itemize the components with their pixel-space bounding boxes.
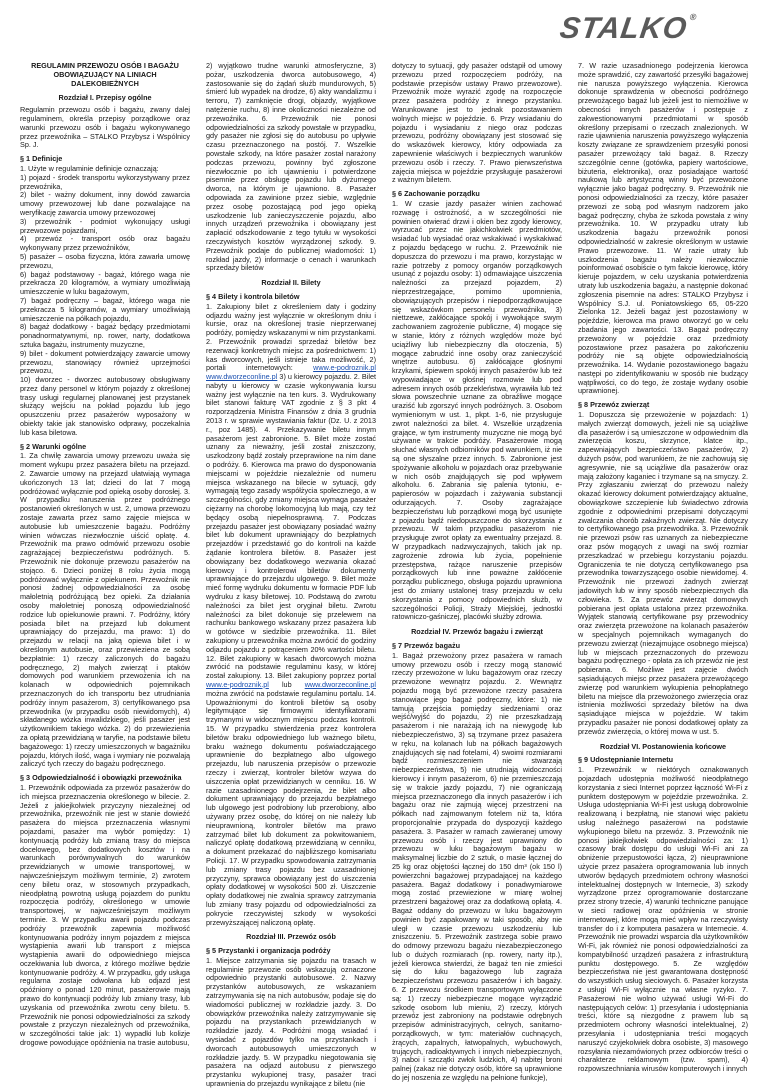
link-e-podroznik[interactable]: www.e-podroznik.pl xyxy=(313,363,376,373)
definition-item: 1. Użyte w regulaminie definicje oznaczają: xyxy=(20,163,159,173)
definition-item: 4) przewóz - transport osób oraz bagażu wykonywany przez przewoźników, xyxy=(20,234,190,253)
regulation-document xyxy=(20,61,748,1089)
definition-item: 8) bagaż dodatkowy - bagaż będący przedmiotami ponadnormatywnymi, np. rower, narty, dodatkowa sztuka bagażu, instrumenty muzyczne, xyxy=(20,322,190,349)
section-1-heading: § 1 Definicje xyxy=(20,154,63,164)
document-title: REGULAMIN PRZEWOZU OSÓB I BAGAŻU OBOWIĄZUJĄCY NA LINIACH DALEKOBIEŻNYCH xyxy=(31,61,179,88)
section-4-or: lub xyxy=(281,679,292,689)
chapter-1-heading: Rozdział I. Przepisy ogólne xyxy=(58,93,152,103)
section-4-text-start: 1. Zakupiony bilet z określeniem daty i godziny odjazdu ważny jest wyłącznie w określonym dniu i kursie, oraz na określonej trasie nieprzerwanej podróży, pomiędzy wskazanymi w nim przystankami. 2. Przewoźnik prowadzi sprzedaż biletów bez rezerwacji konkretnych miejsc za pośrednictwem: 1) kas dworcowych, jeśli istnieje taka możliwość, 2) portali internetowych: xyxy=(206,301,376,373)
section-3-continued: 2) wyjątkowo trudne warunki atmosferyczne, 3) pożar, uszkodzenia dworca autobusowego, 4) zastosowanie się do żądań służb mundurowych, 5) śmierć lub wypadek na drodze, 6) akty wandalizmu i terroru, 7) zamknięcie drogi, objazdy, wyjątkowe natężenie ruchu, 8) inne okoliczności niezależne od przewoźnika. 6. Przewoźnik nie ponosi odpowiedzialności za szkody powstałe w przypadku, gdy pasażer nie zgłosi się do autobusu po upływie czasu przeznaczonego na postój. 7. Wszelkie powstałe szkody, na które pasażer został narażony podczas przewozu, powinny być zgłoszone niezwłocznie po ich ujawnieniu i potwierdzone pisemnie przez obsługę pojazdu lub dyżurnego dworca, na którym je ujawniono. 8. Pasażer odpowiada za zawinione przez siebie, względnie przez osobę pozostającą pod jego opieką uszkodzenie lub zanieczyszczenie pojazdu, albo innych urządzeń przewoźnika i obowiązany jest zapłacić odszkodowanie z tego tytułu w wysokości rzeczywistych kosztów wyrządzonej szkody. 9. Przewoźnik podaje do publicznej wiadomości: 1) rozkład jazdy, 2) informacje o cenach i warunkach sprzedaży biletów xyxy=(206,61,376,273)
section-5-heading: § 5 Przystanki i organizacja podróży xyxy=(206,946,331,956)
section-9-text: 1. Przewoźnik w niektórych oznakowanych pojazdach udostępnia możliwość nieodpłatnego korzystania z sieci Internet poprzez łączność Wi-Fi z punktem dostępowym w pojeździe przewoźnika. 2. Usługa udostępniania Wi-Fi jest usługą dobrowolnie realizowaną i bezpłatną, nie stanowi więc pakietu usług należnego pasażerowi na podstawie wykupionego biletu na przewóz. 3. Przewoźnik nie ponosi jakiejkolwiek odpowiedzialności za: 1) czasowy brak dostępu do usługi Wi-Fi ani za obniżenie przepustowości łącza, 2) nieuprawnione użycie przez pasażera oprogramowania lub innych utworów będących przedmiotem ochrony własności intelektualnej dostępnych w Internecie, 3) szkody wyrządzone przez oprogramowanie dostarczane przez strony trzecie, 4) warunki techniczne panujące w sieci radiowej oraz opóźnienia w stronie internetowej, które mogą mieć wpływ na rzeczywisty transfer do i z komputera pasażera w Internecie. 4. Przewoźnik nie prowadzi wsparcia dla użytkowników Wi-Fi, jak również nie ponosi odpowiedzialności za kompatybilność urządzeń pasażera z infrastrukturą punktu dostępowego. 5. Ze względów bezpieczeństwa nie jest gwarantowana dostępność do wszystkich usług sieciowych. 6. Pasażer korzysta z usługi Wi-Fi wyłącznie na własne ryzyko. 7. Pasażerowi nie wolno używać usługi Wi-Fi do następujących celów: 1) przesyłania i udostępniania treści, które są niezgodne z prawem lub są przedmiotem ochrony własności intelektualnej, 2) przesyłania i udostępniania treści mogących naruszyć czyjekolwiek dobra osobiste, 3) masowego rozsyłania niezamówionych przez odbiorców treści o charakterze reklamowym (tzw. spam), 4) rozpowszechniania wirusów komputerowych i innych xyxy=(578,765,748,1074)
section-5-text: 1. Miejsce zatrzymania się pojazdu na trasach w regulaminie przewozie osób wskazują oznaczone odpowiednio przystanki autobusowe. 2. Nazwy przystanków autobusowych, ze wskazaniem zatrzymywania się na nich autobusów, podaje się do wiadomości publicznej w rozkładzie jazdy. 3. Do obowiązków przewoźnika należy zatrzymywanie się pojazdu na przystankach przewidzianych w rozkładzie jazdy. 4. Podróżni mogą wsiadać i wysiadać z pojazdów tylko na przystankach i dworcach autobusowych umieszczonych w rozkładzie jazdy. 5. W przypadku niegotowania się pasażera na odjazd autobusu z pierwszego przystanku wykupionej trasy, pasażer traci uprawnienia do przejazdu wynikające z biletu (nie xyxy=(206,955,376,1089)
chapter-4-heading: Rozdział IV. Przewóz bagażu i zwierząt xyxy=(411,627,543,637)
link-e-podroznik-2[interactable]: www.e-podroznik.pl xyxy=(206,679,269,689)
section-2-text: 1. Za chwilę zawarcia umowy przewozu uważa się moment wykupu przez pasażera biletu na przejazd. 2. Zawarcie umowy na przejazd ułatwiają wymaga ukończonych 13 lat; dzieci do lat 7 mogą podróżować wyłącznie pod opieką osoby dorosłej. 3. W przypadku naruszenia przez podróżnego postanowień określonych w ust. 2, umowa przewozu zostaje zawarta przez samo zajęcie miejsca w autobusie lub umieszczenie bagażu. Podróżny winien wówczas niezwłocznie uiścić opłatę. 4. Przewoźnik ma prawo odmówić przewozu osobie zagrażającej bezpieczeństwu podróżnych. 5. Przewoźnik nie dokonuje przewozu pasażerów na stojąco. 6. Dzieci poniżej 8 roku życia mogą podróżować wyłącznie z opiekunem. Przewoźnik nie ponosi żadnej odpowiedzialności za osobę małoletnią podróżującą bez opieki. Za działania osoby małoletniej ponoszą odpowiedzialność rodzice lub opiekunowie prawni. 7. Podróżny, który posiada bilet na przejazd lub dokument uprawniający do przejazdu, ma prawo: 1) do przejazdu w relacji na jaką opiewa bilet i w określonym autobusie, oraz przewieziena ze sobą bezpłatnie: 1) rzeczy zaliczonych do bagażu podręcznego, 2) małych zwierząt i ptaków domowych pod warunkiem przewożenia ich na kolanach w odpowiednich pojemnikach przeznaczonych do ich transportu bez utrudniania podróży innym pasażerom, 3) certyfikowanego psa przewodnika (w przypadku osób niewidomych), 4) składanego wózka inwalidzkiego, jeśli pasażer jest użytkownikiem takiego wózka. 2) do przewiezienia za opłatą przewidzianą w taryfie, na podstawie biletu bagażowego: 1) rzeczy umieszczonych w bagażniku pojazdu, których ilość, waga i wymiary nie pozwalają zaliczyć tych rzeczy do bagażu podręcznego. xyxy=(20,451,190,769)
section-8-heading: § 8 Przewóz zwierząt xyxy=(578,400,650,410)
section-8-text: 1. Dopuszcza się przewożenie w pojazdach: 1) małych zwierząt domowych, jeżeli nie są uciążliwe dla pasażerów i są umieszczone w odpowiednim dla zwierzęcia koszu, skrzynce, klatce itp., zapewniających bezpieczeństwo pasażerów, 2) dużych psów, pod warunkiem, że nie zachowują się agresywnie, nie są uciążliwe dla pasażerów oraz mają założony kaganiec i trzymane są na smyczy. 2. Przy zgłaszaniu zwierząt do przewozu należy okazać kierowcy dokument potwierdzający aktualne, obowiązkowe szczepienie lub świadectwo zdrowia zgodnie z odpowiednimi przepisami dotyczącymi zwalczania chorób zakaźnych zwierząt. Nie dotyczy to certyfikowanego psa przewodnika. 3. Przewoźnik nie przewozi psów ras uznanych za niebezpieczne oraz psów mogących z uwagi na swój rozmiar przeszkadzać w przebiegu korzystaniu pojazdu. Ograniczenia te nie dotyczą certyfikowanego psa przewodnika towarzyszącego osobie niewidomej. 4. Przewoźnik nie przewozi żadnych zwierząt jadowitych lub w inny sposób niebezpiecznych dla człowieka. 5. Za przewóz zwierząt domowych pobierana jest opłata ustalona przez przewoźnika. Wyjątek stanowią certyfikowane psy przewodnicy oraz zwierzęta przewożone na kolanach pasażerów w specjalnych pojemnikach wymaganych do przewozu zwierząt (niezajmujące osobnego miejsca) lub w miejscach przeznaczonych do przewozu bagażu podręcznego - opłata za ich przewóz nie jest pobierana. 6. Możliwe jest zajęcie dwóch sąsiadujących miejsc przez pasażera przewożącego zwierzę pod warunkiem wykupienia pełnopłatnego biletu na miejsce dla przewożonego zwierzęcia oraz istnienia możliwości sprzedaży biletów na dwa sąsiadujące miejsca w pojeździe. W takim przypadku pasażer nie ponosi dodatkowej opłaty za przewóz zwierzęcia, o której mowa w ust. 5. xyxy=(578,410,748,736)
definition-item: 3) przewoźnik - podmiot wykonujący usługi przewozowe pojazdami, xyxy=(20,216,190,235)
section-7-text: 1. Bagaż przewożony przez pasażera w ramach umowy przewozu osób i rzeczy mogą stanowić rzeczy przewożone w luku bagażowym oraz rzeczy przewożone wewnątrz pojazdu. 2. Wewnątrz pojazdu mogą być przewożone rzeczy pasażera stanowiące jego bagaż podręczny, które: 1) nie tamują przejścia pomiędzy siedzeniami oraz wejść/wyjść do pojazdu, 2) nie przeszkadzają pasażerom i nie narażają ich na niewygodę lub niebezpieczeństwo, 3) są trzymane przez pasażera w ręku, na kolanach lub na półkach bagażowych znajdujących się nad fotelami, 4) swoimi rozmiarami bądź rozmieszczeniem nie stwarzają niebezpieczeństwa, 5) nie utrudniają widoczności kierowcy i innym pasażerom, 6) nie przemieszczają się w trakcie jazdy pojazdu, 7) nie ograniczają miejsca przeznaczonego dla innych pasażerów i ich bagażu oraz nie zajmują więcej przestrzeni na półkach nad zajmowanym fotelem niż ta, która proporcjonalnie przypada do dyspozycji każdego pasażera. 3. Pasażer w ramach zawieranej umowy przewozu osób i rzeczy jest uprawniony do przewozu w luku bagażowym bagażu w maksymalnej liczbie do 2 sztuk, o masie łącznej do 25 kg oraz objętości łącznej do 150 dm³ (ok 150 l) powierzchni bagażowej przypadającej na każdego pasażera. Bagaż dodatkowy i ponadwymiarowe mogą zostać przewiezione w miarę wolnej przestrzeni bagażowej oraz za dodatkową opłatą. 4. Bagaż oddany do przewozu w luku bagażowym powinien być zapakowany w taki sposób, aby nie uległ w czasie przewozu uszkodzeniu lub zniszczeniu. 5. Przewoźnik zastrzega sobie prawo do odmowy przewozu bagażu niezabezpieczonego lub o dużych rozmiarach (np. rowery, narty itp.), jeżeli kierowca stwierdzi, że bagaż ten nie zmieści się do luku bagażowego lub zagraża bezpieczeństwu przewozu pasażerów i ich bagaży. 6. Z przewozu środkiem transportowym wyłączone są: 1) rzeczy niebezpieczne mogące wyrządzić szkodę osobom lub mieniu, 2) rzeczy, których przewóz jest zabroniony na podstawie odrębnych przepisów administracyjnych, celnych, sanitarno-porządkowych, w tym: materiałów cuchnących, żrących, zapalnych, łatwopalnych, wybuchowych, trujących, radioaktywnych i innych niebezpiecznych, 3) naboi i szczątki zwłok ludzkich, 4) nabitej broni palnej (zakaz nie dotyczy osób, które są uprawnione do jej noszenia ze względu na pełnione funkcje), xyxy=(392,650,562,1083)
section-5-continued: dotyczy to sytuacji, gdy pasażer odstąpił od umowy przewozu przed rozpoczęciem podróży, na podstawie przepisów ustawy Prawo przewozowe). Przewoźnik może wyrazić zgodę na rozpoczęcie przez pasażera podróży z innego przystanku. Warunkowane jest to jednak pozostawaniem wolnych miejsc w pojeździe. 6. Przy wsiadaniu do pojazdu i wysiadaniu z niego oraz podczas przewozu, podróżny obowiązany jest stosować się do wskazówek kierowcy, który odpowiada za zapewnienie właściwych i bezpiecznych warunków przewozu osób i rzeczy. 7. Prawo pierwszeństwa zajęcia miejsca w pojeździe przysługuje pasażerowi z ważnym biletem. xyxy=(392,61,562,185)
definition-item: 1) pojazd - środek transportu wykorzystywany przez przewoźnika, xyxy=(20,172,190,191)
section-6-text: 1. W czasie jazdy pasażer winien zachować rozwagę i ostrożność, a w szczególności nie powinien otwierać drzwi i okien bez zgody kierowcy, wyrzucać przez nie jakichkolwiek przedmiotów, wsiadać lub wysiadać oraz wskakiwać i wyskakiwać z pojazdu będącego w ruchu. 2. Przewoźnik nie dopuszcza do przewozu i ma prawo, korzystając w razie potrzeby z pomocy organów porządkowych usunąć z pojazdu osoby: 1) odmawiające uiszczenia należności za przejazd pojazdem, 2) nieprzestrzegające, pomimo upomnienia, obowiązujących przepisów i niepodporządkowujące się wskazówkom personelu przewoźnika, 3) niettzewe, zakłócające spokój i wywołujące swym zachowaniem zagrożenie publiczne, 4) mogące się w stanie, który z różnych względów może być uciążliwy lub niebezpieczny dla otoczenia, 5) mogące zabrudzić inne osoby oraz zanieczyścić wnętrze autobusu. 6) zakłócające głośnymi krzykami, śpiewem spokój innych pasażerów lub też wypowiadające w głośnej rozmowie lub pod adresem innych osób przekleństwa, wyrawiła lub też słowa powszechnie uznane za obraźliwe mogące uraziść lub zgorszyć innych podróżnych. 3. Osobom wymienionym w ust. 1, pkpt. 1-6, nie przysługuje zwrot należności za bilet. 4. Wszelkie urządzenia grające, w tym instrumenty muzyczne nie mogą być używane w trakcie podróży. Pasażerowie mogą słuchać własnych odbiorników pod warunkiem, iż nie są one słyszalne przez innych. 5. Zabronione jest spożywanie alkoholu w pojazdach oraz przebywanie w nich osób znajdujących się pod wpływem alkoholu. 6. Zabrania się palenia tytoniu, e-papierosów w pojazdach i zażywania substancji odurzających. 7. Osoby zagrażające bezpieczeństwu lub porządkowi mogą być usunięte z pojazdu bądź niedopuszczone do skorzystania z przewozu. W takim przypadku pasażerom nie przysługuje zwrot opłaty za ewentualny przejazd. 8. W przypadkach nadzwyczajnych, takich jak np. zagrożenie zdrowia lub życia, popełnienie przestępstwa, rażące naruszenie przepisów porządkowych lub inne poważne zakłócenie porządku publicznego, obsługa pojazdu uprawniona jest do zmiany ustalonej trasy przejazdu w celu skorzystania z pomocy odpowiednich służb, w szczególności Policji, Straży Miejskiej, jednostki ratowniczo-gaśniczej, placówki służby zdrowia. xyxy=(392,198,562,622)
chapter-5-heading: Rozdział VI. Postanowienia końcowe xyxy=(599,741,727,751)
section-9-heading: § 9 Udostępnianie Internetu xyxy=(578,755,674,765)
chapter-3-heading: Rozdział III. Przewóz osób xyxy=(246,932,336,942)
definition-item: 2) bilet - ważny dokument, inny dowód zawarcia umowy przewozowej lub dane pozwalające na weryfikację zawarcia umowy przewozowej xyxy=(20,190,190,217)
section-7-continued: 7. W razie uzasadnionego podejrzenia kierowca może sprawdzić, czy zawartość przesyłki bagażowej nie narusza powyższego wyłączenia. Kierowca dokonuje sprawdzenia w obecności podróżnego przewożącego bagaż lub jeżeli jest to niemożliwe w obecności innych pasażerów i postępuje z zakwestionowanymi przedmiotami w sposób określony przepisami o rzeczach znalezionych. W razie ujawnienia naruszenia powyższego wyłączenia koszty związane ze sprawdzeniem przesyłki ponosi pasażer przewożący taki bagaż. 8. Rzeczy szczególnie cenne (gotówka, papiery wartościowe, biżuteria, elektronika), oraz posiadające wartość naukową lub artystyczną winny być przewożone wyłącznie jako bagaż podręczny. 9. Przewoźnik nie ponosi odpowiedzialności za rzeczy, które pasażer przewozi ze sobą pod własnym nadzorem jako bagaż podręczny, chyba że szkoda powstała z winy przewoźnika. 10. W przypadku utraty lub uszkodzenia bagażu przewoźnik ponosi odpowiedzialność w zakresie określonym w ustawie Prawo przewozowe. 11. W razie utraty lub uszkodzenia bagażu należy niezwłocznie poinformować osobiście o tym fakcie kierowcę, który kieruje pojazdem, w celu uzyskania potwierdzenia utraty lub uszkodzenia bagażu, a następnie dokonać zgłoszenia pisemnie na adres: STALKO Przybysz i Wspólnicy S.J. ul. Poniatowskiego 65, 05-220 Zielonka 12. Jeżeli bagaż jest pozostawiony w pojeździe, kierowca ma prawo otworzyć go w celu zbadania jego zawartości. 13. Bagaż podręczny przewożony w pojeździe oraz przedmioty pozostawione przez pasażera po zakończeniu podróży nie są objęte odpowiedzialnością przewoźnika. 14. Wydanie pozostawionego bagażu następi po zidentyfikowaniu w sposób nie budzący wątpliwości, co do tego, że zostaje wydany osobie uprawnionej. xyxy=(578,61,748,396)
column-3 xyxy=(392,62,562,1089)
definition-item: 5) pasażer – osoba fizyczna, która zawarła umowę przewozu, xyxy=(20,251,190,270)
column-2 xyxy=(206,62,376,1089)
section-4-text xyxy=(206,303,376,928)
definition-item: 6) bagaż podstawowy - bagaż, którego waga nie przekracza 20 kilogramów, a wymiary umożliwiają umieszczenie w luku bagażowym, xyxy=(20,269,190,297)
section-3-text: 1. Przewoźnik odpowiada za przewóz pasażerów do ich miejsca przeznaczenia określonego w bilecie. 2. Jeżeli z jakiejkolwiek przyczyny niezależnej od przewoźnika, przewoźnik nie jest w stanie dowieźć pasażera do miejsca przeznaczenia własnymi pojazdami, pasażer ma wybór pomiędzy: 1) kontynuacją podróży lub zmianą trasy do miejsca docelowego, bez dodatkowych kosztów i na warunkach porównywalnych do warunków przewidzianych w umowie transportowej, w najwcześniejszym możliwym terminie, 2) zwrotem ceny biletu oraz, w stosownych przypadkach, nieodpłatną powrotną usługą pojazdem do punktu rozpoczęcia podróży, określonego w umowie transportowej, w najwcześniejszym możliwym terminie. 3. W przypadku awarii pojazdu podczas podróży przewoźnik zapewnia możliwość kontynuowania podróży innym pojazdem z miejsca wystąpienia awarii lub transport z miejsca wystąpienia awarii do odpowiedniego miejsca oczekiwania lub dworca, z którego możliwe będzie kontynuowanie podróży. 4. W przypadku, gdy usługa regularna zostaje odwołana lub odjazd jest opóźniony o ponad 120 minut, pasażerowie mają prawo do kontynuacji podróży lub zmiany trasy, lub uzyskania od przewoźnika zwrotu ceny biletu. 5. Przewoźnik nie ponosi odpowiedzialności za szkody powstałe z przyczyn niezależnych od przewoźnika, w szczególności takie jak: 1) wypadki lub kolizje drogowe powodujące opóźnienia na trasie autobusu, xyxy=(20,782,190,1048)
definition-item: 9) bilet - dokument potwierdzający zawarcie umowy przewozu, stanowiący również uprzejmości przewozu, xyxy=(20,348,190,376)
intro-paragraph: Regulamin przewozu osób i bagażu, zwany dalej regulaminem, określa przepisy porządkowe oraz warunki przewozu osób i bagażu wykonywanego przez przewoźnika – STALKO Przybysz i Wspólnicy Sp. J. xyxy=(20,105,190,150)
column-1 xyxy=(20,62,190,1089)
definitions-list xyxy=(20,165,190,438)
chapter-2-heading: Rozdział II. Bilety xyxy=(261,278,321,288)
definition-item: 10) dworzec - dworzec autobusowy obsługiwany przez dany personel w którym pojazdy z określonej trasy usługi regularnej planowanej jest przystanek służący wejściu na pokład pojazdu lub jego opuszczeniu przez pasażerów wyposażony w obiekty takie jak stanowisko odprawy, poczekalnia lub kasa biletowa. xyxy=(20,375,190,437)
section-2-heading: § 2 Warunki ogólne xyxy=(20,441,87,451)
section-4-text-middle: 3) u kierowcy pojazdu. 2. Bilet nabyty u kierowcy w czasie wykonywania kursu ważny jest wyłącznie na ten kurs. 3. Wydrukowany bilet stanowi fakturę VAT zgodnie z § 3 pkt 4 rozporządzenia Ministra Finansów z dnia 3 grudnia 2013 r. w sprawie wystawiania faktur (Dz. U. z 2013 r., poz 1485). 4. Przekazywanie biletu innym pasażerom jest zabronione. 5. Bilet może zostać uznany za nieważny, jeśli został zniszczony, uszkodzony bądź zostały przeprawione na nim dane o podróży. 6. Kierowca ma prawo do dysponowania miejscami w pojeździe niezależnie od numeru miejsca wskazanego na bilecie w sytuacji, gdy wymagają tego zasady współżycia społecznego, a w szczególności, gdy zmiany miejsca wymaga pasażer ciężarny na chorobę lokomocyjną lub mają, czy też będący osobą niepełnosprawną. 7. Podczas przejazdu pasażer jest obowiązany posiadać ważny bilet lub dokument uprawniający do bezpłatnych przejazdów i przedstawić go do kontroli na każde żądanie kontrolera biletów. 8. Pasażer jest obowiązany bez dodatkowego wezwania okazać kierowcy i kontrolerowi biletów dokumenty uprawniające do przejazdu ulgowego. 9. Bilet może mieć formę wydruku dokumentu w formacie PDF lub wydruku z kasy biletowej. 10. Podstawą do zwrotu należności za bilet jest oryginał biletu. Zwrotu należności za bilet dokonuje się przelewem na rachunku bankowego wskazany przez pasażera lub w gotówce w siedzibie przewoźnika. 11. Bilet zakupiony u przewoźnika można zwrócić do godziny odjazdu pojazdu z potrąceniem 20% wartości biletu. 12. Bilet zakupiony w kasach dworcowych można zwrócić na podstawie regulaminu kasy, w której został zakupiony. 13. Bilet zakupiony poprzez portal xyxy=(206,372,377,681)
section-4-heading: § 4 Bilety i kontrola biletów xyxy=(206,291,300,301)
link-dworzeconline-2[interactable]: www.dworzeconline.pl xyxy=(304,679,377,689)
link-dworzeconline[interactable]: www.dworzeconline.pl xyxy=(206,372,278,382)
section-4-text-end: można zwrócić na podstawie regulaminu portalu. 14. Upoważnionymi do kontroli biletów są osoby legitymujące się firmowymi identyfikatorami trzymanymi w widocznym miejscu podczas kontroli. 15. W przypadku stwierdzenia przez kontrolera biletów braku odpowiedniego lub ważnego biletu, braku ważnego dokumentu poświadczającego uprawnienie do bezpłatnego albo ulgowego przejazdu, lub naruszenia przepisów o przewozie rzeczy i zwierząt, kontroler biletów wzywa do uiszczenia opłat przewidzianych w cenniku. 16. W razie uzasadnionego podejrzenia, że bilet albo dokument uprawniający do przejazdu bezpłatnego lub ulgowego jest podrobiony lub przerobiony, albo używany przez osobę, do której on nie należy lub nieuprawnioną, kontroler biletów ma prawo zatrzymać bilet lub dokument za pokwitowaniem, naliczyć opłatę dodatkową przewidzianą w cenniku, a dokument przekazać do najbliższego komisariatu Policji. 17. W przypadku spowodowania zatrzymania lub zmiany trasy pojazdu bez uzasadnionej przyczyny, sprawca obowiązany jest do uiszczenia opłaty dodatkowej w wysokości 500 zł. Uiszczenie opłaty dodatkowej nie zwalnia sprawcy zatrzymania lub zmiany trasy pojazdu od odpowiedzialności za pokrycie rzeczywistej szkody w wysokości przewyższającej naliczoną opłatę. xyxy=(206,688,376,927)
section-7-heading: § 7 Przewóz bagażu xyxy=(392,641,461,650)
stalko-logo: STALKO® xyxy=(558,12,699,45)
column-4 xyxy=(578,62,748,1089)
section-6-heading: § 6 Zachowanie porządku xyxy=(392,189,480,199)
section-3-heading: § 3 Odpowiedzialność i obowiązki przewoźnika xyxy=(20,773,182,783)
definition-item: 7) bagaż podręczny – bagaż, którego waga nie przekracza 5 kilogramów, a wymiary umożliwiają umieszczenie na półkach pojazdu, xyxy=(20,295,190,323)
